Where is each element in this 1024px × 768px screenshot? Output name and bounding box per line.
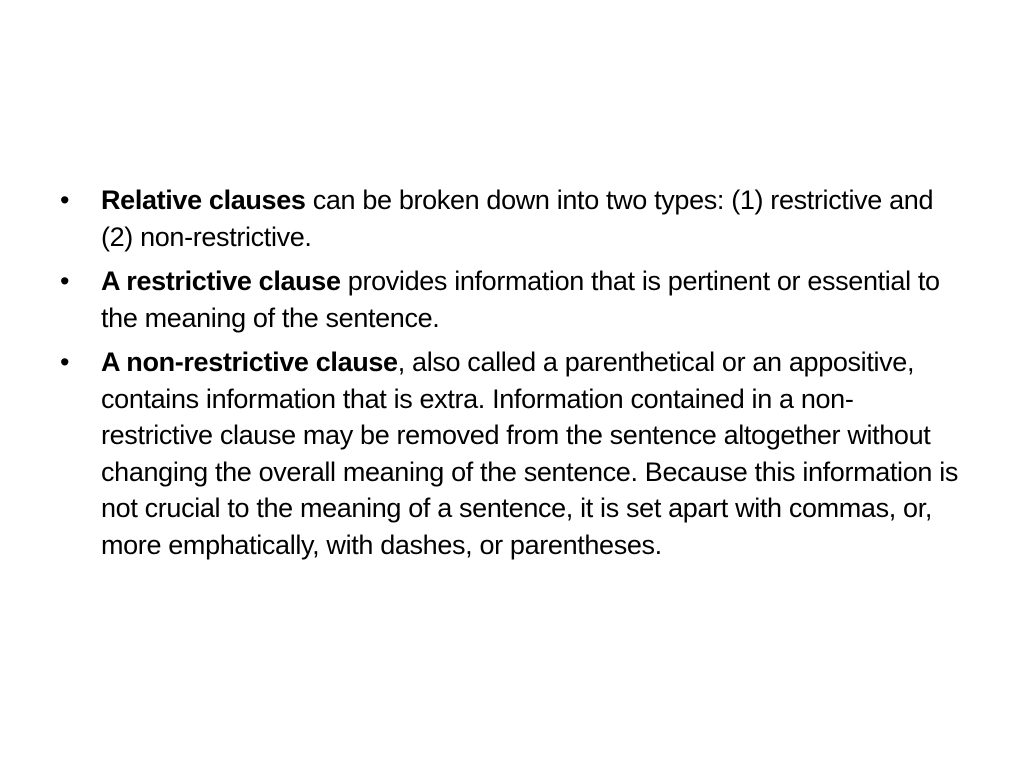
bullet-term: A restrictive clause [101,266,341,296]
bullet-term: Relative clauses [101,185,306,215]
bullet-text: provides information that is pertinent or essential to the meaning of the sentence. [101,266,940,333]
bullet-term: A non-restrictive clause [101,347,398,377]
bullet-text: , also called a parenthetical or an appositive, contains information that is extra. Information contained in a non-restrictive clause may be removed from the sentence altogether without changing the overall meaning of the sentence. Because this information is not crucial to the meaning of a sentence, it is set apart with commas, or, more emphatically, with dashes, or parentheses. [101,347,958,560]
bullet-icon: • [60,266,70,296]
bullet-text: can be broken down into two types: (1) restrictive and (2) non-restrictive. [101,185,934,252]
bullet-item-restrictive-clause [60,263,965,336]
bullet-list [60,182,965,571]
bullet-item-non-restrictive-clause [60,344,965,563]
bullet-item-relative-clauses [60,182,965,255]
bullet-icon: • [60,347,70,377]
bullet-icon: • [60,185,70,215]
